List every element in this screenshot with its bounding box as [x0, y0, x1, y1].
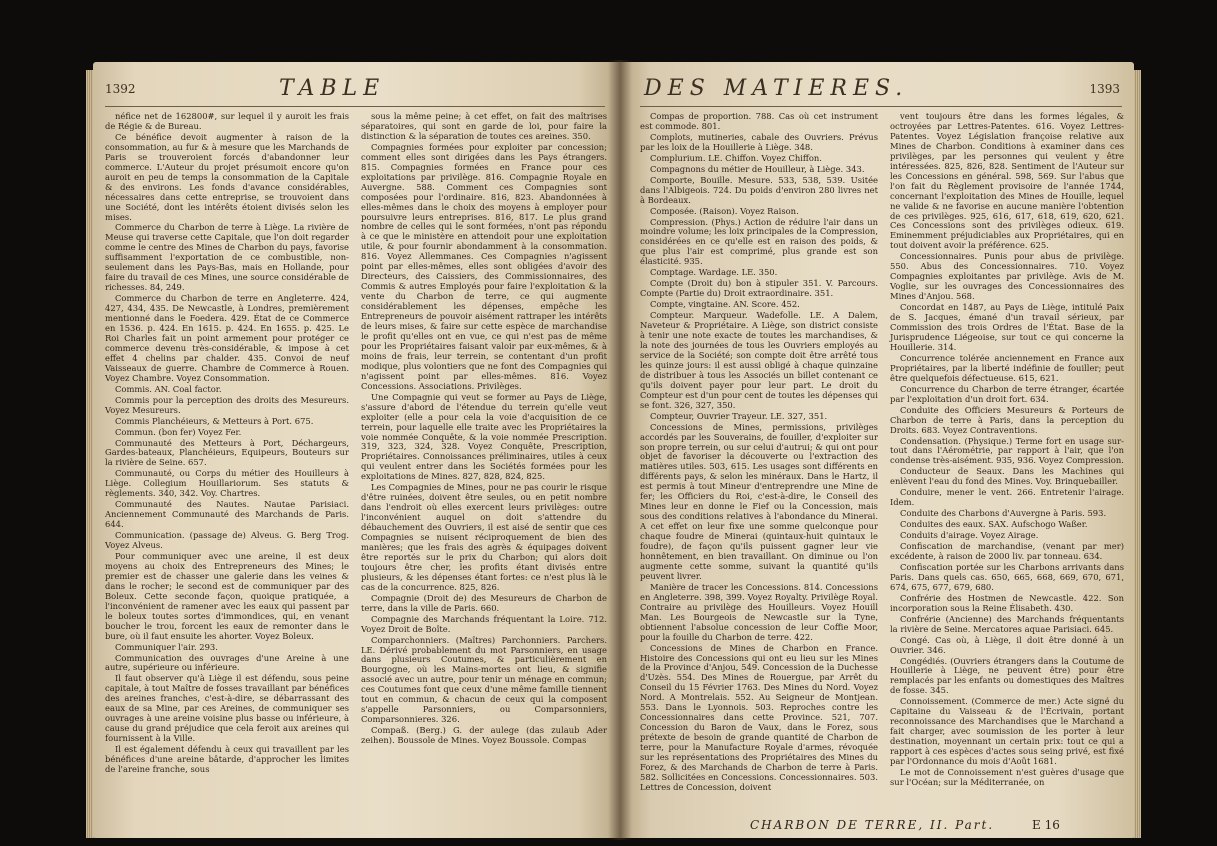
index-entry: sous la même peine; à cet effet, on fait des maîtrises séparatoires, qui sont en garde de loi, pour faire la distinction & la séparation de toutes ces areines. 350. [361, 111, 607, 141]
index-entry: Commun. (bon fer) Voyez Fer. [115, 426, 242, 437]
index-entry: Le mot de Connoissement n'est guères d'usage que sur l'Océan; sur la Méditerranée, on [890, 767, 1124, 787]
index-entry: Concessionnaires. Punis pour abus de privilège. 550. Abus des Concessionnaires. 710. Voyez Compagnies exploitantes par privilège. Avis de M. Voglie, sur les ouvrages des Concessionnaires des Mines d'Anjou. 568. [890, 251, 1124, 302]
page-edge-right [1133, 70, 1141, 838]
index-entry: Concurrence du Charbon de terre étranger, écartée par l'exploitation d'un droit fort. 634. [890, 383, 1124, 404]
index-entry: Concessions de Mines de Charbon en France. Histoire des Concessions qui ont eu lieu sur les Mines de la Province d'Anjou, 549. Concession de la Duchesse d'Uzès. 554. Des Mines de Rouergue, par Arrêt du Conseil du 15 Février 1763. Des Mines du Nord. Voyez Nord. A Montrelais. 552. Au Seigneur de Montjean. 553. Dans le Lyonnois. 503. Reproches contre les Concessionnaires dans cette Province. 521, 707. Concession du Baron de Vaux, dans le Forez, sous prétexte de besoin de grande quantité de Charbon de terre, pour la Manufacture Royale d'armes, révoquée sur les représentations des Propriétaires des Mines du Forez, & des Marchands de Charbon de terre à Paris. 582. Sollicitées en Concessions. Concessionnaires. 503. Lettres de Concession, doivent [640, 642, 878, 792]
index-entry: Communication. (passage de) Alveus. G. Berg Trog. Voyez Alveus. [105, 530, 349, 551]
index-entry: Conduites des eaux. SAX. Aufschogo Waßer. [900, 519, 1088, 530]
index-entry: Communication des ouvrages d'une Areine à une autre, supérieure ou inférieure. [105, 652, 349, 673]
left-column-1 [105, 112, 349, 776]
right-folio: 1393 [1089, 82, 1120, 96]
index-entry: Connoissement. (Commerce de mer.) Acte signé du Capitaine du Vaisseau & de l'Écrivain, portant reconnoissance des Marchandises que le Marchand a fait charger, avec soumission de les porter à leur destination, moyennant un certain prix: tout ce qui a rapport à ces espèces d'actes sous seing privé, est fixé par l'Ordonnance du mois d'Août 1681. [890, 696, 1124, 767]
index-entry: Conduite des Charbons d'Auvergne à Paris. 593. [900, 508, 1107, 519]
index-entry: Compagnies formées pour exploiter par concession; comment elles sont dirigées dans les Pays étrangers. 815. Compagnies formées en France pour ces exploitations par privilège. 816. Compagnie Royale en Auvergne. 588. Comment ces Compagnies sont composées pour l'ordinaire. 816, 823. Abandonnées à elles-mêmes dans le choix des moyens à employer pour poursuivre leurs entreprises. 816, 817. Le plus grand nombre de celles qui le sont formées, n'ont pas répondu à ce que le ministère en attendoit pour une exploitation utile, & pour fournir abondamment à la consommation. 816. Voyez Allemmanes. Ces Compagnies n'agissent point par elles-mêmes, elles sont obligées d'avoir des Directeurs, des Caissiers, des Commissionnaires, des Commis & autres Employés pour faire l'exploitation & la vente du Charbon de terre, ce qui augmente considérablement les dépenses, empêche les Entrepreneurs de pouvoir aisément rattraper les intérêts de leurs mises, & faire sur cette espèce de marchandise le profit qu'elles ont en vue, ce qui n'est pas de même pour les Propriétaires faisant valoir par eux-mêmes, & à moins de frais, leur terrein, se contentant d'un profit modique, plus volontiers que ne font des Compagnies qui n'agissent point par elles-mêmes. 816. Voyez Concessions. Associations. Privilèges. [361, 141, 607, 391]
index-entry: Compagnie des Marchands fréquentant la Loire. 712. Voyez Droit de Boîte. [361, 613, 607, 634]
index-entry: Confrérie (Ancienne) des Marchands fréquentants la rivière de Seine. Mercatores aquae Parisiaci. 645. [890, 613, 1124, 634]
footer-signature-title: CHARBON DE TERRE, II. Part. [750, 818, 995, 832]
index-entry: Complurium. LE. Chiffon. Voyez Chiffon. [650, 152, 822, 163]
index-entry: Comparchonniers. (Maîtres) Parchonniers. Parchers. LE. Dérivé probablement du mot Parsonniers, en usage dans plusieurs Coutumes, & particulièrement en Bourgogne, où les Mains-mortes ont lieu, & signifie associé avec un autre, pour tenir un ménage en commun; ces Coutumes font que ceux d'une même famille tiennent tout en commun, & chacun de ceux qui la composent s'appelle Parsonniers, ou Comparsonniers, Comparsonnieres. 326. [361, 634, 607, 725]
left-page [93, 62, 620, 838]
index-entry: Compte (Droit du) bon à stipuler 351. V. Parcours. Compte (Partie du) Droit extraordinaire. 351. [640, 278, 878, 299]
index-entry: Une Compagnie qui veut se former au Pays de Liège, s'assure d'abord de l'étendue du terrein qu'elle veut exploiter (elle a pour cela la voie d'acquisition de ce terrein, pour laquelle elle traite avec les Propriétaires la voie nommée Conquête, & la voie nommée Prescription. 319, 323, 324, 328. Voyez Conquête, Prescription, Propriétaires. Connoissances préliminaires, utiles à ceux qui veulent entrer dans les Sociétés formées pour les exploitations de Mines. 827, 828, 824, 825. [361, 391, 607, 482]
index-entry: Conducteur de Seaux. Dans les Machines qui enlèvent l'eau du fond des Mines. Voy. Brinquebailler. [890, 466, 1124, 487]
index-entry: Congé. Cas où, à Liège, il doit être donné à un Ouvrier. 346. [890, 634, 1124, 655]
left-folio: 1392 [105, 82, 136, 96]
index-entry: Ce bénéfice devoit augmenter à raison de la consommation, au fur & à mesure que les Marchands de Paris se trouveroient forcés d'abandonner leur commerce. L'Auteur du projet présumoit encore qu'on auroit en peu de temps la consommation de la Capitale & des environs. Les fonds d'avance considérables, nécessaires dans cette entreprise, se trouvoient dans une Société, dont les intérêts étoient divisés selon les mises. [105, 131, 349, 222]
right-column-1 [640, 112, 878, 794]
right-column-2 [890, 112, 1124, 789]
index-entry: Comporte, Bouille. Mesure. 533, 538, 539. Usitée dans l'Albigeois. 724. Du poids d'environ 280 livres net à Bordeaux. [640, 174, 878, 205]
index-entry: Confiscation de marchandise, (venant par mer) excédente, à raison de 2000 liv. par tonneau. 634. [890, 541, 1124, 561]
index-entry: Pour communiquer avec une areine, il est deux moyens au choix des Entrepreneurs des Mines; le premier est de chasser une galerie dans les veines & dans le rocher; le second est de communiquer par des Boleux. Cette seconde façon, quoique pratiquée, a l'inconvénient de ramener avec les eaux qui passent par le boleux toutes sortes d'immondices, qui, en venant boucher le trou, forcent les eaux de remonter dans le bure, où il faut ensuite les ahorter. Voyez Boleux. [105, 550, 349, 641]
index-entry: Compteur. Marqueur. Wadefolle. LE. A Dalem, Naveteur & Propriétaire. A Liège, son district consiste à tenir une note exacte de toutes les marchandises, & la note des journées de tous les Ouvriers employés au service de la Société; son compte doit être arrêté tous les quinze jours: il est aussi obligé à chaque quinzaine de distribuer à tous les Associés un billet contenant ce qu'ils doivent payer pour leur part. Le droit du Compteur est d'un pour cent de toutes les dépenses qui se font. 326, 327, 350. [640, 310, 878, 410]
index-entry: Commis pour la perception des droits des Mesureurs. Voyez Mesureurs. [105, 394, 349, 415]
index-entry: Communauté, ou Corps du métier des Houilleurs à Liège. Collegium Houillariorum. Ses statuts & règlements. 340, 342. Voy. Chartres. [105, 468, 349, 499]
index-entry: Conduire, mener le vent. 266. Entretenir l'airage. Idem. [890, 487, 1124, 508]
index-entry: Concessions de Mines, permissions, privilèges accordés par les Souverains, de fouiller, d'exploiter sur son propre terrein, ou sur celui d'autrui; & qui ont pour objet de favoriser la découverte ou l'extraction des matières utiles. 503, 615. Les usages sont différents en différents pays, & selon les minéraux. Dans le Hartz, il est permis à tout Mineur d'entreprendre une Mine de fer; les Officiers du Roi, c'est-à-dire, le Conseil des Mines leur en donne le Fief ou la Concession, mais sous des conditions relatives à l'abondance du Minerai. A cet effet on leur fixe une somme quelconque pour chaque foudre de Minerai (quintaux-huit quintaux le foudre), de façon qu'ils puissent gagner leur vie honnêtement, en bien travaillant. On diminue ou l'on augmente cette somme, suivant la quantité qu'ils peuvent livrer. [640, 421, 878, 581]
right-head-rule [640, 106, 1122, 107]
index-entry: Commerce du Charbon de terre à Liège. La rivière de Meuse qui traverse cette Capitale, que l'on doit regarder comme le centre des Mines de Charbon du pays, favorise suffisamment l'exportation de ce combustible, non-seulement dans les Pays-Bas, mais en Hollande, pour faire du travail de ces Mines, une source considérable de richesses. 84, 249. [105, 222, 349, 293]
book-gutter [608, 60, 632, 840]
index-entry: Compagnie (Droit de) des Mesureurs de Charbon de terre, dans la ville de Paris. 660. [361, 592, 607, 613]
index-entry: Il faut observer qu'à Liège il est défendu, sous peine capitale, à tout Maître de fosses travaillant par bénéfices des areines franches, c'est-à-dire, se débarrassant des eaux de sa Mine, par ces Areines, de communiquer ses ouvrages à une areine voisine plus basse ou inférieure, à cause du grand préjudice que cela feroit aux areines qui fournissent à la Ville. [105, 673, 349, 744]
index-entry: Complots, mutineries, cabale des Ouvriers. Prévus par les loix de la Houillerie à Liège. 348. [640, 131, 878, 152]
left-head-rule [105, 106, 605, 107]
index-entry: Conduite des Officiers Mesureurs & Porteurs de Charbon de terre à Paris, dans la perception du Droits. 683. Voyez Contraventions. [890, 404, 1124, 435]
index-entry: Confiscation portée sur les Charbons arrivants dans Paris. Dans quels cas. 650, 665, 668, 669, 670, 671, 674, 675, 677, 679, 680. [890, 561, 1124, 592]
footer-gathering-mark: E 16 [1032, 818, 1060, 832]
index-entry: néfice net de 162800#, sur lequel il y auroit les frais de Régie & de Bureau. [105, 111, 349, 131]
right-running-head: DES MATIERES. [644, 76, 909, 101]
index-entry: Compte, vingtaine. AN. Score. 452. [650, 299, 800, 310]
index-entry: Communauté des Nautes. Nautae Parisiaci. Anciennement Communauté des Marchands de Paris. 644. [105, 499, 349, 530]
index-entry: vent toujours être dans les formes légales, & octroyées par Lettres-Patentes. 616. Voyez Lettres-Patentes. Voyez Législation françoise relative aux Mines de Charbon. Conditions à examiner dans ces privilèges, par les personnes qui veulent y être intéressées. 825, 826, 828. Sentiment de l'Auteur sur les Concessions en général. 598, 569. Sur l'abus que l'on fait du Règlement provisoire de l'année 1744, concernant l'exploitation des Mines de Houille, lequel ne valide & ne favorise en aucune manière l'obtention de ces privilèges. 925, 616, 617, 618, 619, 620, 621. Ces Concessions sont des privilèges odieux. 619. Eminemment préjudiciables aux Propriétaires, qui en tout doivent avoir la préférence. 625. [890, 111, 1124, 251]
index-entry: Concordat en 1487, au Pays de Liège, intitulé Paix de S. Jacques, émané d'un travail sérieux, par Commission des trois Ordres de l'État. Base de la Jurisprudence Liégeoise, sur tout ce qui concerne la Houillerie. 314. [890, 302, 1124, 352]
index-entry: Communiquer l'air. 293. [115, 641, 218, 652]
index-entry: Il est également défendu à ceux qui travaillent par les bénéfices d'une areine bâtarde, d'approcher les limites de l'areine franche, sous [105, 744, 349, 774]
index-entry: Concurrence tolérée anciennement en France aux Propriétaires, par la liberté indéfinie de fouiller; peut être quelquefois défectueuse. 615, 621. [890, 352, 1124, 383]
index-entry: Condensation. (Physique.) Terme fort en usage sur-tout dans l'Aérométrie, par rapport à l'air, que l'on condense très-aisément. 935, 936. Voyez Compression. [890, 435, 1124, 466]
index-entry: Compression. (Phys.) Action de réduire l'air dans un moindre volume; les loix principales de la Compression, considérées en ce qu'elle est en raison des poids, & que plus l'air est comprimé, plus grande est son élasticité. 935. [640, 216, 878, 267]
index-entry: Confrérie des Hostmen de Newcastle. 422. Son incorporation sous la Reine Élisabeth. 430. [890, 592, 1124, 613]
left-column-2 [361, 112, 607, 747]
index-entry: Compteur, Ouvrier Trayeur. LE. 327, 351. [650, 410, 828, 421]
index-entry: Commis. AN. Coal factor. [115, 383, 222, 394]
index-entry: Les Compagnies de Mines, pour ne pas courir le risque d'être ruinées, doivent être seules, ou en petit nombre dans l'endroit où elles exercent leurs privilèges: outre l'inconvénient auquel on doit s'attendre du débauchement des Ouvriers, il est aisé de sentir que ces Compagnies se nuisent réciproquement de bien des manières; que les frais des agrès & équipages doivent être reportés sur le prix du Charbon; qui alors doit toujours être cher, les profits étant divisés entre plusieurs, & les dépenses étant fortes: ce n'est plus là le cas de la concurrence. 825, 826. [361, 482, 607, 592]
index-entry: Comptage. Wardage. LE. 350. [650, 267, 778, 278]
index-entry: Communauté des Metteurs à Port, Déchargeurs, Gardes-bateaux, Planchéieurs, Equipeurs, Bouteurs sur la rivière de Seine. 657. [105, 437, 349, 468]
index-entry: Commerce du Charbon de terre en Angleterre. 424, 427, 434, 435. De Newcastle, à Londres, premièrement mentionné dans le Foedera. 429. État de ce Commerce en 1536. p. 424. En 1615. p. 424. En 1655. p. 425. Le Roi Charles fait un point armement pour protéger ce commerce devenu très-considérable, & impose à cet effet 4 chelins par chalder. 435. Convoi de neuf Vaisseaux de guerre. Chambre de Commerce à Rouen. Voyez Chambre. Voyez Consommation. [105, 293, 349, 383]
right-page [620, 62, 1134, 838]
index-entry: Compas de proportion. 788. Cas où cet instrument est commode. 801. [640, 111, 878, 131]
index-entry: Manière de tracer les Concessions. 814. Concessions en Angleterre. 398, 399. Voyez Royalty. Privilège Royal. Contraire au privilège des Houilleurs. Voyez Houill Man. Les Bourgeois de Newcastle sur la Tyne, obtiennent l'absolue concession de leur Coffie Moor, pour la fouille du Charbon de terre. 422. [640, 581, 878, 642]
index-entry: Compaß. (Berg.) G. der aulege (das zulaub Ader zeihen). Boussole de Mines. Voyez Boussole. Compas [361, 725, 607, 746]
index-entry: Commis Planchéieurs, & Metteurs à Port. 675. [115, 415, 314, 426]
left-running-head: TABLE [279, 76, 386, 101]
index-entry: Compagnons du métier de Houilleur, à Liège. 343. [650, 163, 865, 174]
index-entry: Conduits d'airage. Voyez Airage. [900, 530, 1039, 541]
index-entry: Composée. (Raison). Voyez Raison. [650, 205, 799, 216]
index-entry: Congédiés. (Ouvriers étrangers dans la Coutume de Houillerie à Liège, ne peuvent être) pour être remplacés par les enfants ou domestiques des Maîtres de fosse. 345. [890, 655, 1124, 696]
